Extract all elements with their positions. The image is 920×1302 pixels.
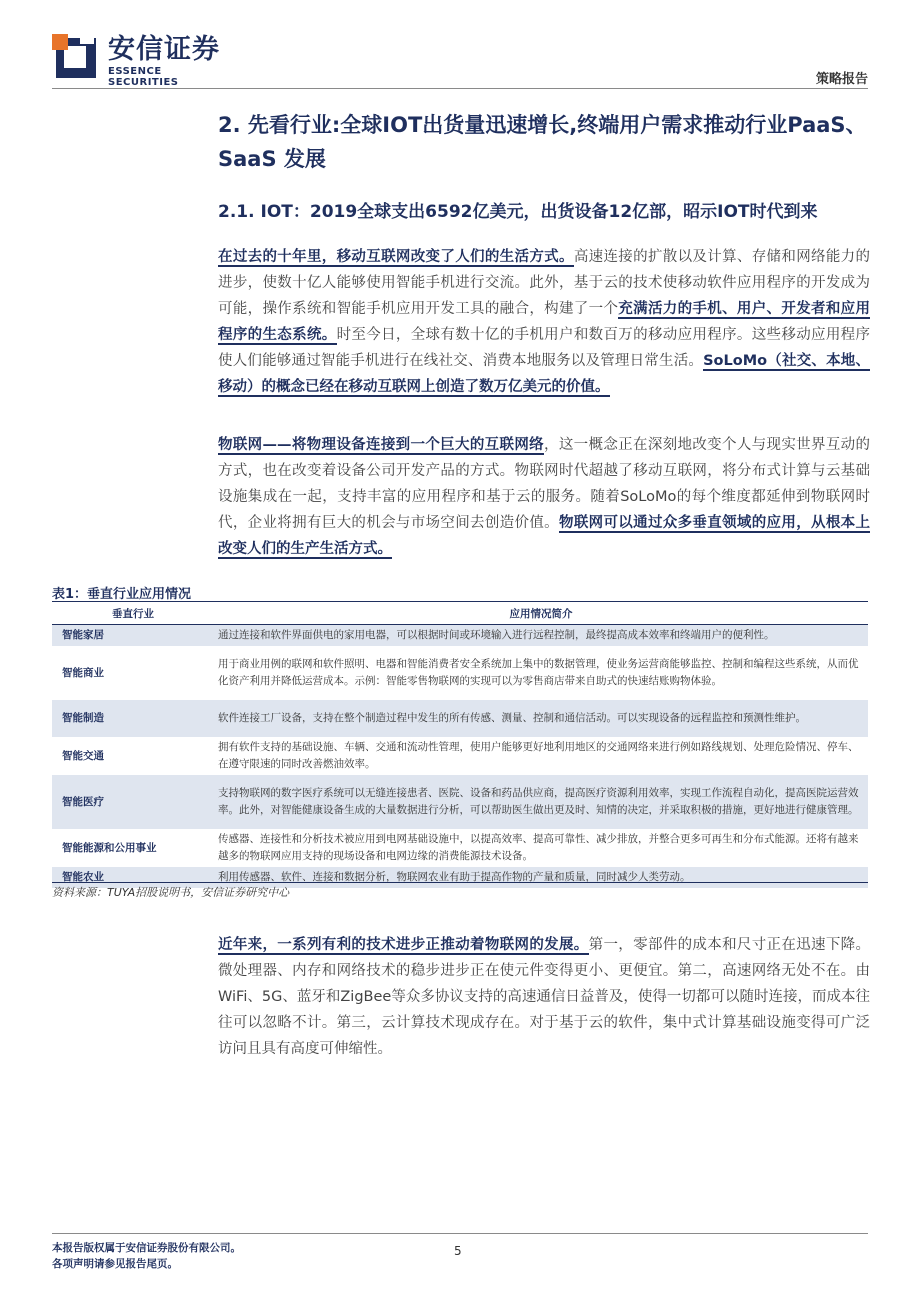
body-text: 时至今日，全球有数十亿的手机用户和数百万的移动应用程序。这些移动应用程序使人们能够通过智能手机进行在线社交、消费本地服务以及管理日常生活。: [218, 327, 871, 369]
column-header: 垂直行业: [52, 602, 214, 625]
table-bottom-rule: [52, 882, 868, 883]
table-row: [52, 625, 868, 647]
subsection-heading: 2.1. IOT：2019全球支出6592亿美元，出货设备12亿部，昭示IOT时代到来: [218, 202, 818, 222]
company-logo: [52, 34, 232, 88]
industry-name: 智能家居: [52, 625, 214, 647]
industry-description: 用于商业用例的联网和软件照明、电器和智能消费者安全系统加上集中的数据管理，使业务运营商能够监控、控制和编程这些系统，从而优化资产利用并降低运营成本。示例：智能零售物联网的实现可以为零售商店带来自助式的快速结账购物体验。: [218, 658, 859, 687]
industry-description: 拥有软件支持的基础设施、车辆、交通和流动性管理，使用户能够更好地利用地区的交通网络来进行例如路线规划、处理危险情况、停车、在遵守限速的同时改善燃油效率。: [218, 741, 859, 770]
emphasis-text: 充满活力的手机、用户、开发者和应用程序的生态系统。: [218, 301, 871, 343]
column-header: 应用情况简介: [214, 602, 868, 625]
table-header-row: [52, 602, 868, 625]
table-row: [52, 737, 868, 775]
copyright-line: 本报告版权属于安信证券股份有限公司。: [52, 1242, 241, 1254]
table-source: 资料来源：TUYA招股说明书，安信证券研究中心: [52, 886, 290, 899]
logo-english-name: ESSENCE SECURITIES: [108, 66, 179, 88]
paragraph-mobile-internet: [218, 244, 870, 400]
report-type-label: 策略报告: [815, 72, 868, 87]
section-heading: 2. 先看行业:全球IOT出货量迅速增长,终端用户需求推动行业PaaS、 SaaS 发展: [218, 113, 867, 171]
paragraph-tech-progress: [218, 932, 870, 1062]
paragraph-iot: [218, 432, 870, 562]
industry-name: 智能医疗: [52, 775, 214, 829]
logo-chinese-name: 安信证券: [108, 34, 220, 65]
disclaimer-line: 各项声明请参见报告尾页。: [52, 1258, 178, 1270]
industry-name: 智能农业: [52, 867, 214, 888]
table-row: [52, 646, 868, 700]
body-text: 第一，零部件的成本和尺寸正在迅速下降。微处理器、内存和网络技术的稳步进步正在使元件变得更小、更便宜。第二，高速网络无处不在。由WiFi、5G、蓝牙和ZigBee等众多协议支持的高速通信日益普及，使得一切都可以随时连接，而成本往往可以忽略不计。第三，云计算技术现成存在。对于基于云的软件，集中式计算基础设施变得可广泛访问且具有高度可伸缩性。: [218, 937, 870, 1057]
footer-disclaimer: [52, 1240, 241, 1272]
industry-description: 利用传感器、软件、连接和数据分析，物联网农业有助于提高作物的产量和质量，同时减少人类劳动。: [214, 867, 868, 888]
body-text: 高速连接的扩散以及计算、存储和网络能力的进步，使数十亿人能够使用智能手机进行交流。此外，基于云的技术使移动软件应用程序的开发成为可能，操作系统和智能手机应用开发工具的融合，构建了一个: [218, 249, 870, 317]
industry-name: 智能交通: [62, 749, 104, 762]
industry-description: 传感器、连接性和分析技术被应用到电网基础设施中，以提高效率、提高可靠性、减少排放，并整合更多可再生和分布式能源。还将有越来越多的物联网应用支持的现场设备和电网边缘的消费能源技术设备。: [218, 833, 859, 862]
essence-logo-icon: [52, 34, 96, 78]
table-row: [52, 700, 868, 737]
page-number: 5: [454, 1244, 462, 1258]
emphasis-text: 近年来，一系列有利的技术进步正推动着物联网的发展。: [218, 937, 589, 953]
header-divider: [52, 88, 868, 89]
industry-name: 智能商业: [62, 666, 104, 679]
vertical-industry-table: [52, 602, 868, 888]
industry-name: 智能能源和公用事业: [62, 841, 157, 854]
industry-description: 软件连接工厂设备，支持在整个制造过程中发生的所有传感、测量、控制和通信活动。可以实现设备的远程监控和预测性维护。: [214, 700, 868, 737]
emphasis-text: SoLoMo（社交、本地、移动）的概念已经在移动互联网上创造了数万亿美元的价值。: [218, 353, 871, 395]
industry-name: 智能制造: [52, 700, 214, 737]
emphasis-text: 物联网可以通过众多垂直领域的应用，从根本上改变人们的生产生活方式。: [218, 515, 871, 557]
table-row: [52, 829, 868, 867]
emphasis-text: 物联网——将物理设备连接到一个巨大的互联网络: [218, 437, 544, 453]
table-title: 表1：垂直行业应用情况: [52, 587, 192, 602]
footer-divider: [52, 1233, 868, 1234]
body-text: ，这一概念正在深刻地改变个人与现实世界互动的方式，也在改变着设备公司开发产品的方式。物联网时代超越了移动互联网，将分布式计算与云基础设施集成在一起，支持丰富的应用程序和基于云的服务。随着SoLoMo的每个维度都延伸到物联网时代，企业将拥有巨大的机会与市场空间去创造价值。: [218, 437, 870, 531]
industry-description: 通过连接和软件界面供电的家用电器，可以根据时间或环境输入进行远程控制，最终提高成本效率和终端用户的便利性。: [214, 625, 868, 647]
table-row: [52, 775, 868, 829]
industry-description: 支持物联网的数字医疗系统可以无缝连接患者、医院、设备和药品供应商，提高医疗资源利用效率，实现工作流程自动化，提高医院运营效率。此外，对智能健康设备生成的大量数据进行分析，可以帮助医生做出更及时、知情的决定，并采取积极的措施，更好地进行健康管理。: [214, 775, 868, 829]
emphasis-text: 在过去的十年里，移动互联网改变了人们的生活方式。: [218, 249, 574, 265]
